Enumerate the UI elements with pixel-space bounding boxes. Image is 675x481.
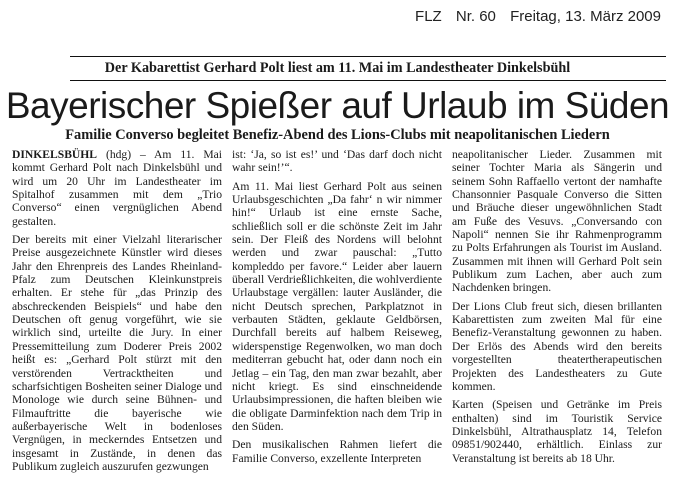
paper-name: FLZ (415, 8, 442, 25)
paragraph-6: Karten (Speisen und Getränke im Preis enthalten) sind im Touristik Service Dinkelsbühl, Altrathausplatz 14, Telefon 09851/902440, erhältlich. Einlass zur Veranstaltung ist bereits ab 18 Uhr. (452, 398, 662, 465)
paragraph-2: Der bereits mit einer Vielzahl literarischer Preise ausgezeichnete Künstler wird dieses Jahr den Ehrenpreis des Landes Rheinland-Pfalz zum Deutschen Kleinkunstpreis erhalten. Er stehe für „das Prinzip des abschreckenden Beispiels“ und habe den Deutschen oft genug vorgeführt, wie sie wirklich sind, urteilte die Jury. In einer Pressemitteilung zum Doderer Preis 2002 heißt es: „Gerhard Polt stürzt mit den verstörenden Vertracktheiten und scharfsichtigen Bosheiten seiner Dialoge und Monologe wie durch seine Bühnen- und Filmauftritte die bayerische wie außerbayerische Welt in bodenloses Vergnügen, in meckerndes Entsetzen und insgesamt in Zustände, in denen das Publikum zugleich auszurufen gezwungen (12, 233, 222, 473)
dateline: DINKELSBÜHL (12, 148, 98, 161)
masthead (415, 8, 661, 25)
paragraph-3: Am 11. Mai liest Gerhard Polt aus seinen Urlaubsgeschichten „Da fahr‘ n wir nimmer hin!“ Urlaub ist eine ernste Sache, schließlich soll er die schönste Zeit im Jahr sein. Der Fleiß des Nordens will belohnt werden und zwar pauschal: „Tutto kompleddo per favore.“ Leider aber lauern überall Verdrießlichkeiten, die wohlverdiente Urlaubstage vergällen: lauter Ausländer, die nicht Deutsch sprechen, Parkplatznot in verbauten Städten, geklaute Geldbörsen, Durchfall bereits auf halbem Reiseweg, widerspenstige Regenwolken, wo man doch mediterran gebucht hat, oder dann noch ein Jetlag – ein Tag, den man zwar bezahlt, aber nicht kriegt. Es sind einschneidende Urlaubsimpressionen, die haften bleiben wie die obligate Darminfektion nach dem Trip in den Süden. (232, 179, 442, 433)
article-kicker: Der Kabarettist Gerhard Polt liest am 11. Mai im Landestheater Dinkelsbühl (104, 60, 571, 76)
article-subheadline: Familie Converso begleitet Benefiz-Abend des Lions-Clubs mit neapolitanischen Liedern (65, 127, 610, 143)
paragraph-1-text: (hdg) – Am 11. Mai kommt Gerhard Polt nach Dinkelsbühl und wird um 20 Uhr im Landestheater im Spitalhof zusammen mit dem „Trio Converso“ einen vergnüglichen Abend gestalten. (12, 148, 222, 228)
paragraph-4-continued: neapolitanischer Lieder. Zusammen mit seiner Tochter Maria als Sängerin und seinem Sohn Raffaello vertont der namhafte Chansonnier Pasquale Converso die Sitten und Bräuche dieser ungewöhnlichen Stadt am Fuße des Vesuvs. „Conversando con Napoli“ nennen Sie ihr Rahmenprogramm zu Polts Erfahrungen als Tourist im Ausland. Zusammen mit ihnen will Gerhard Polt sein Publikum zum Lachen, aber auch zum Nachdenken bringen. (452, 148, 662, 295)
issue-number: Nr. 60 (455, 8, 496, 25)
column-3 (452, 148, 662, 478)
issue-date: Freitag, 13. März 2009 (510, 8, 661, 25)
paragraph-1 (12, 148, 222, 228)
kicker-rule-bottom (70, 80, 666, 81)
article-headline: Bayerischer Spießer auf Urlaub im Süden (5, 85, 670, 126)
paragraph-5: Der Lions Club freut sich, diesen brillanten Kabarettisten zum zweiten Mal für eine Benefiz-Veranstaltung gewonnen zu haben. Der Erlös des Abends wird den bereits vorgestellten theatertherapeutischen Projekten des Landestheaters zu Gute kommen. (452, 299, 662, 393)
paragraph-4: Den musikalischen Rahmen liefert die Familie Converso, exzellente Interpreten (232, 438, 442, 465)
kicker-rule-top (70, 56, 666, 57)
column-1 (12, 148, 222, 478)
column-2 (232, 148, 442, 478)
paragraph-2-continued: ist: ‘Ja, so ist es!’ und ‘Das darf doch nicht wahr sein!’“. (232, 148, 442, 175)
